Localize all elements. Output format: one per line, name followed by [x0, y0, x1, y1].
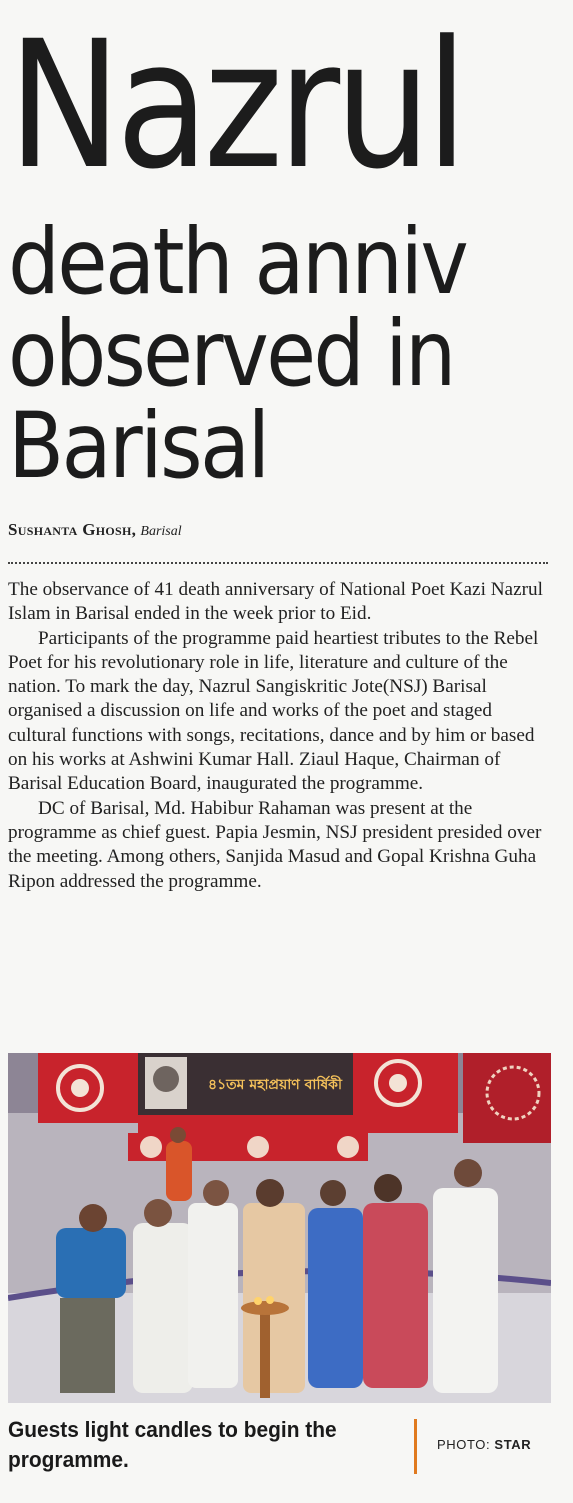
event-photo: [8, 1053, 551, 1403]
headline-line-1: Nazrul: [8, 3, 463, 208]
headline-line-2: death anniv: [8, 210, 467, 315]
article-body: [8, 578, 552, 894]
photo-caption: Guests light candles to begin the programme.: [8, 1417, 337, 1472]
byline: [8, 520, 182, 540]
banner-text: ৪১তম মহাপ্রয়াণ বার্ষিকী: [208, 1077, 342, 1093]
photo-credit-label: PHOTO:: [437, 1437, 491, 1452]
paragraph-3: DC of Barisal, Md. Habibur Rahaman was present at the programme as chief guest. Papia Jesmin, NSJ president presided over the meeting. Among others, Sanjida Masud and Gopal Krishna Guha Ripon addressed the programme.: [8, 797, 542, 892]
byline-author: Sushanta Ghosh,: [8, 520, 137, 539]
dotted-divider: [8, 562, 548, 564]
event-photo-illustration: [8, 1053, 551, 1403]
photo-credit-source: STAR: [494, 1437, 532, 1452]
byline-place: Barisal: [140, 524, 182, 539]
headline-line-3: observed in: [8, 302, 454, 407]
caption-accent-bar: [414, 1419, 417, 1474]
paragraph-1: The observance of 41 death anniversary of National Poet Kazi Nazrul Islam in Barisal ended in the week prior to Eid.: [8, 579, 543, 625]
photo-credit: [437, 1437, 531, 1452]
headline-line-4: Barisal: [8, 394, 268, 499]
paragraph-2: Participants of the programme paid heartiest tributes to the Rebel Poet for his revolutionary role in life, literature and culture of the nation. To mark the day, Nazrul Sangiskritic Jote(NSJ) Barisal organised a discussion on life and works of the poet and staged cultural functions with songs, recitations, dance and by him or based on his works at Ashwini Kumar Hall. Ziaul Haque, Chairman of Barisal Education Board, inaugurated the programme.: [8, 627, 539, 795]
